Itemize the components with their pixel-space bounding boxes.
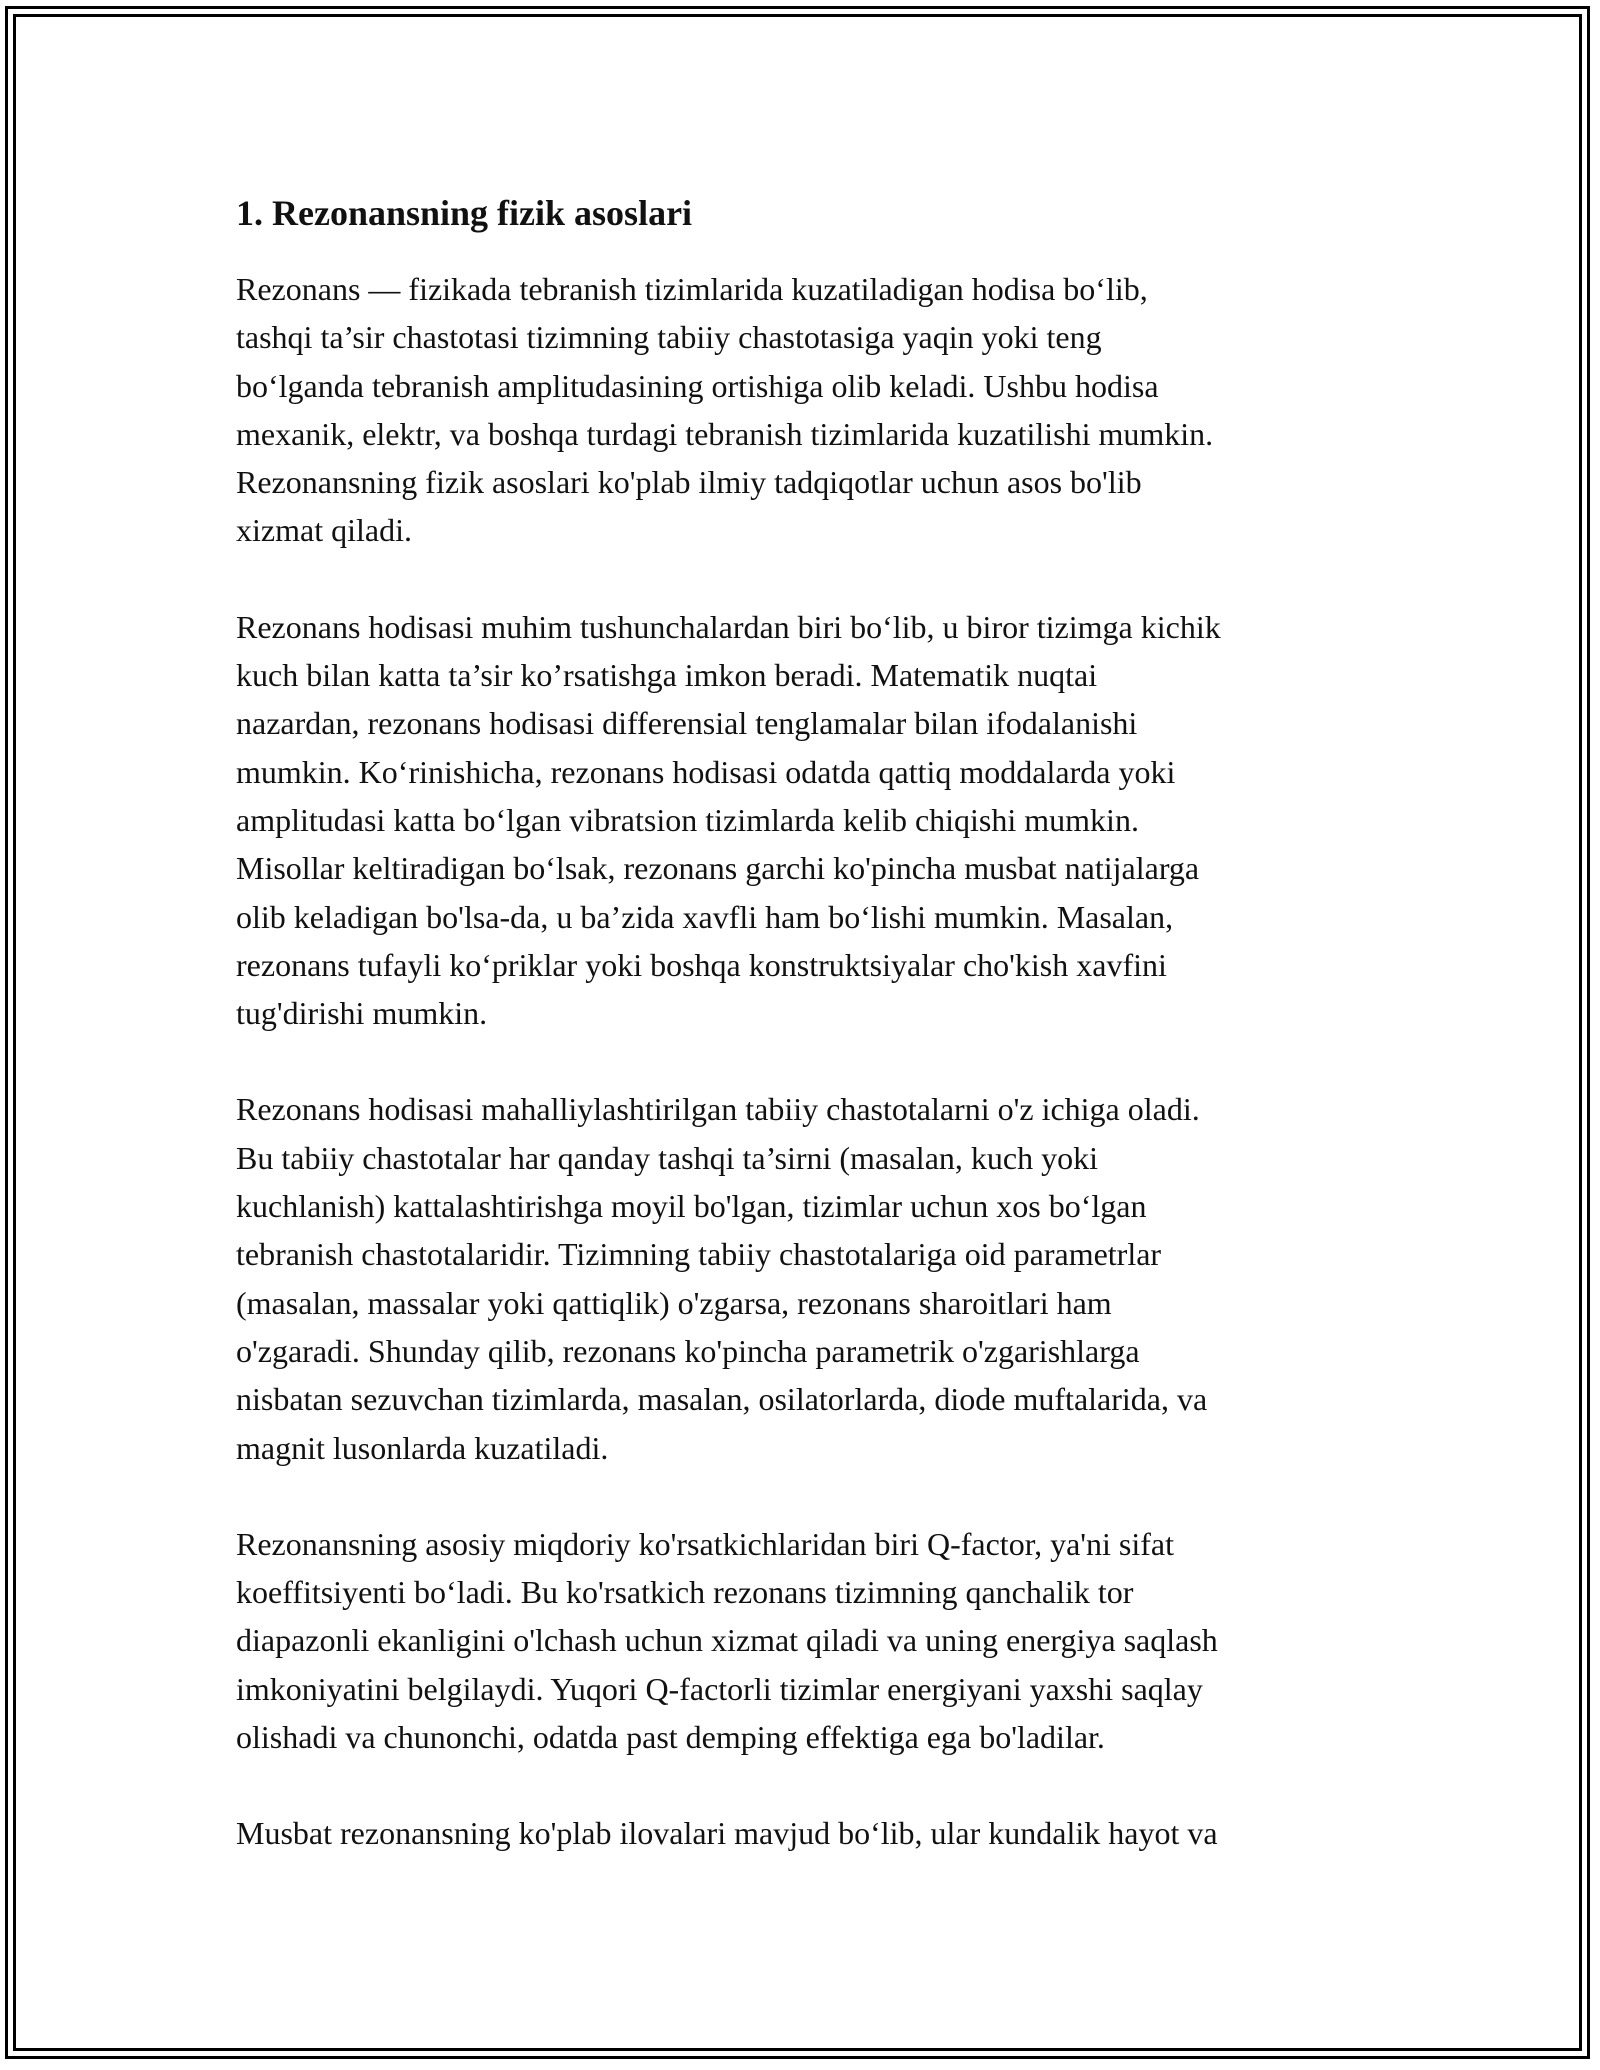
text-line: Rezonans hodisasi muhim tushunchalardan biri bo‘lib, u biror tizimga kichik xyxy=(236,608,1221,645)
text-line: tebranish chastotalaridir. Tizimning tabiiy chastotalariga oid parametrlar xyxy=(236,1236,1162,1273)
text-line: (masalan, massalar yoki qattiqlik) o'zgarsa, rezonans sharoitlari ham xyxy=(236,1284,1112,1321)
text-line: Musbat rezonansning ko'plab ilovalari mavjud bo‘lib, ular kundalik hayot va xyxy=(236,1815,1218,1852)
text-line: imkoniyatini belgilaydi. Yuqori Q-factorli tizimlar energiyani yaxshi saqlay xyxy=(236,1670,1203,1707)
text-line: amplitudasi katta bo‘lgan vibratsion tizimlarda kelib chiqishi mumkin. xyxy=(236,801,1139,838)
text-line: rezonans tufayli ko‘priklar yoki boshqa konstruktsiyalar cho'kish xavfini xyxy=(236,946,1167,983)
text-line: Rezonansning fizik asoslari ko'plab ilmiy tadqiqotlar uchun asos bo'lib xyxy=(236,464,1142,501)
paragraph-1 xyxy=(236,265,1376,555)
text-line: olib keladigan bo'lsa-da, u ba’zida xavfli ham bo‘lishi mumkin. Masalan, xyxy=(236,898,1174,935)
text-line: tug'dirishi mumkin. xyxy=(236,995,488,1032)
paragraph-4 xyxy=(236,1520,1376,1761)
text-line: Rezonans — fizikada tebranish tizimlarida kuzatiladigan hodisa bo‘lib, xyxy=(236,271,1148,307)
paragraph-3 xyxy=(236,1085,1376,1471)
text-line: koeffitsiyenti bo‘ladi. Bu ko'rsatkich rezonans tizimning qanchalik tor xyxy=(236,1574,1134,1611)
text-line: nisbatan sezuvchan tizimlarda, masalan, osilatorlarda, diode muftalarida, va xyxy=(236,1381,1208,1418)
text-line: olishadi va chunonchi, odatda past demping effektiga ega bo'ladilar. xyxy=(236,1719,1105,1756)
text-line: mexanik, elektr, va boshqa turdagi tebranish tizimlarida kuzatilishi mumkin. xyxy=(236,415,1214,452)
text-line: Bu tabiiy chastotalar har qanday tashqi ta’sirni (masalan, kuch yoki xyxy=(236,1139,1098,1176)
text-line: mumkin. Ko‘rinishicha, rezonans hodisasi odatda qattiq moddalarda yoki xyxy=(236,753,1176,790)
text-line: diapazonli ekanligini o'lchash uchun xizmat qiladi va uning energiya saqlash xyxy=(236,1622,1218,1659)
text-line: Rezonans hodisasi mahalliylashtirilgan tabiiy chastotalarni o'z ichiga oladi. xyxy=(236,1091,1200,1128)
text-line: xizmat qiladi. xyxy=(236,512,412,549)
text-line: bo‘lganda tebranish amplitudasining ortishiga olib keladi. Ushbu hodisa xyxy=(236,367,1159,404)
section-heading: 1. Rezonansning fizik asoslari xyxy=(236,193,693,233)
paragraph-5 xyxy=(236,1809,1376,1857)
document-body xyxy=(236,187,1376,1906)
text-line: o'zgaradi. Shunday qilib, rezonans ko'pincha parametrik o'zgarishlarga xyxy=(236,1332,1140,1369)
text-line: nazardan, rezonans hodisasi differensial tenglamalar bilan ifodalanishi xyxy=(236,705,1138,742)
text-line: Misollar keltiradigan bo‘lsak, rezonans garchi ko'pincha musbat natijalarga xyxy=(236,850,1200,887)
text-line: kuch bilan katta ta’sir ko’rsatishga imkon beradi. Matematik nuqtai xyxy=(236,657,1098,694)
text-line: magnit lusonlarda kuzatiladi. xyxy=(236,1429,609,1466)
text-line: kuchlanish) kattalashtirishga moyil bo'lgan, tizimlar uchun xos bo‘lgan xyxy=(236,1188,1147,1225)
text-line: tashqi ta’sir chastotasi tizimning tabiiy chastotasiga yaqin yoki teng xyxy=(236,319,1102,356)
paragraph-2 xyxy=(236,603,1376,1038)
text-line: Rezonansning asosiy miqdoriy ko'rsatkichlaridan biri Q-factor, ya'ni sifat xyxy=(236,1525,1175,1562)
